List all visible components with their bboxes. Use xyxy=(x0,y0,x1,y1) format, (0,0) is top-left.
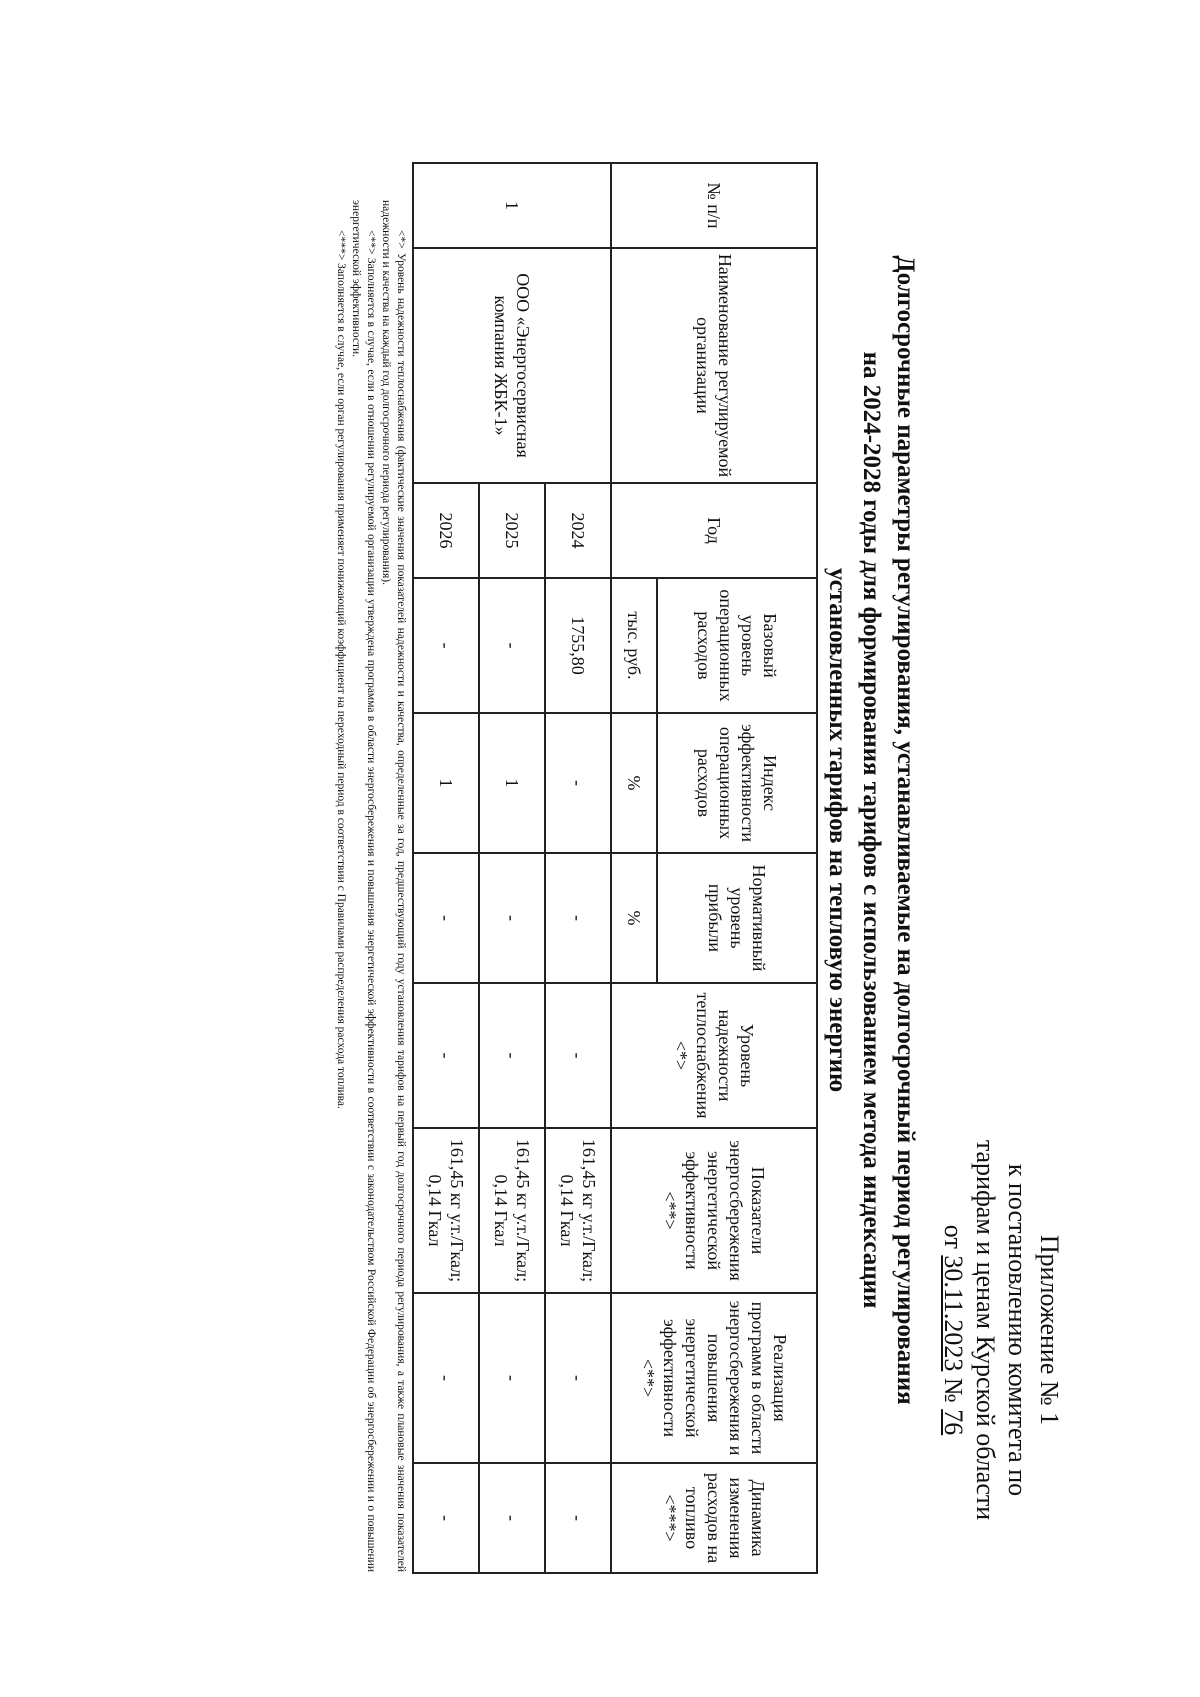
cell-profit-level: - xyxy=(479,853,545,983)
cell-fuel-dynamics: - xyxy=(479,1463,545,1573)
cell-fuel-dynamics: - xyxy=(545,1463,611,1573)
header-profit-level: Нормативный уровень прибыли xyxy=(657,853,817,983)
cell-efficiency-index: - xyxy=(545,713,611,853)
cell-reliability: - xyxy=(479,983,545,1128)
document-date: 30.11.2023 xyxy=(939,1255,968,1372)
unit-base-opex: тыс. руб. xyxy=(611,578,657,713)
header-energy-indicators: Показатели энергосбережения энергетической эффективности <**> xyxy=(611,1128,817,1293)
cell-efficiency-index: 1 xyxy=(413,713,479,853)
cell-efficiency-index: 1 xyxy=(479,713,545,853)
header-year: Год xyxy=(611,483,817,578)
table-row xyxy=(545,163,611,1573)
date-prefix: от xyxy=(939,1224,968,1256)
cell-profit-level: - xyxy=(545,853,611,983)
footnote-fuel: <***> Заполняется в случае, если орган регулирования применяет понижающий коэффициент на переходный период в соответствии с Правилами распределения расхода топлива. xyxy=(335,230,347,1109)
document-title xyxy=(820,130,922,1530)
cell-year: 2024 xyxy=(545,483,611,578)
cell-energy-indicators: 161,45 кг у.т./Гкал; 0,14 Гкал xyxy=(413,1128,479,1293)
cell-base-opex: - xyxy=(479,578,545,713)
footnote-energy-saving: <**> Заполняется в случае, если в отношении регулируемой организации утверждена программа в области энергосбережения и повышения энергетической эффективности в соответствии с законодательством Российской Федерации об энергосбережении и о повышении энергетической эффективности. xyxy=(350,200,377,1572)
footnote-reliability: <*> Уровень надежности теплоснабжения (фактические значения показателей надежности и качества, определенные за год, предшествующий году установления тарифов на первый год долгосрочного периода регулирования, а также плановые значения показателей надежности и качества на каждый год долгосрочного периода регулирования). xyxy=(380,200,407,1572)
appendix-header xyxy=(937,1120,1065,1540)
header-energy-programs: Реализация программ в области энергосбережения и повышения энергетической эффективности <**> xyxy=(611,1293,817,1463)
parameters-table xyxy=(412,162,818,1574)
header-num: № п/п xyxy=(611,163,817,248)
header-org: Наименование регулируемой организации xyxy=(611,248,817,483)
title-line-3: установленных тарифов на тепловую энергию xyxy=(824,567,851,1093)
unit-profit-level: % xyxy=(611,853,657,983)
header-fuel-dynamics: Динамика изменения расходов на топливо <***> xyxy=(611,1463,817,1573)
cell-energy-indicators: 161,45 кг у.т./Гкал; 0,14 Гкал xyxy=(479,1128,545,1293)
appendix-line-3: тарифам и ценам Курской области xyxy=(971,1139,1000,1521)
appendix-line-1: Приложение № 1 xyxy=(1035,1234,1064,1426)
document-number: 76 xyxy=(939,1409,968,1436)
cell-reliability: - xyxy=(545,983,611,1128)
header-efficiency-index: Индекс эффективности операционных расходов xyxy=(657,713,817,853)
cell-fuel-dynamics: - xyxy=(413,1463,479,1573)
cell-profit-level: - xyxy=(413,853,479,983)
cell-base-opex: 1755,80 xyxy=(545,578,611,713)
appendix-line-2: к постановлению комитета по xyxy=(1003,1163,1032,1497)
cell-energy-programs: - xyxy=(545,1293,611,1463)
cell-base-opex: - xyxy=(413,578,479,713)
org-name: ООО «Энергосервисная компания ЖБК-1» xyxy=(413,248,611,483)
cell-year: 2026 xyxy=(413,483,479,578)
cell-reliability: - xyxy=(413,983,479,1128)
unit-efficiency-index: % xyxy=(611,713,657,853)
header-base-opex: Базовый уровень операционных расходов xyxy=(657,578,817,713)
cell-energy-programs: - xyxy=(479,1293,545,1463)
cell-energy-programs: - xyxy=(413,1293,479,1463)
header-reliability: Уровень надежности теплоснабжения <*> xyxy=(611,983,817,1128)
org-number: 1 xyxy=(413,163,611,248)
cell-energy-indicators: 161,45 кг у.т./Гкал; 0,14 Гкал xyxy=(545,1128,611,1293)
number-prefix: № xyxy=(939,1371,968,1410)
footnotes xyxy=(333,200,408,1572)
header-row xyxy=(657,163,817,1573)
title-line-1: Долгосрочные параметры регулирования, устанавливаемые на долгосрочный период регулирования xyxy=(892,255,919,1405)
title-line-2: на 2024-2028 годы для формирования тарифов с использованием метода индексации xyxy=(858,351,885,1309)
appendix-date-line xyxy=(937,1120,969,1540)
cell-year: 2025 xyxy=(479,483,545,578)
